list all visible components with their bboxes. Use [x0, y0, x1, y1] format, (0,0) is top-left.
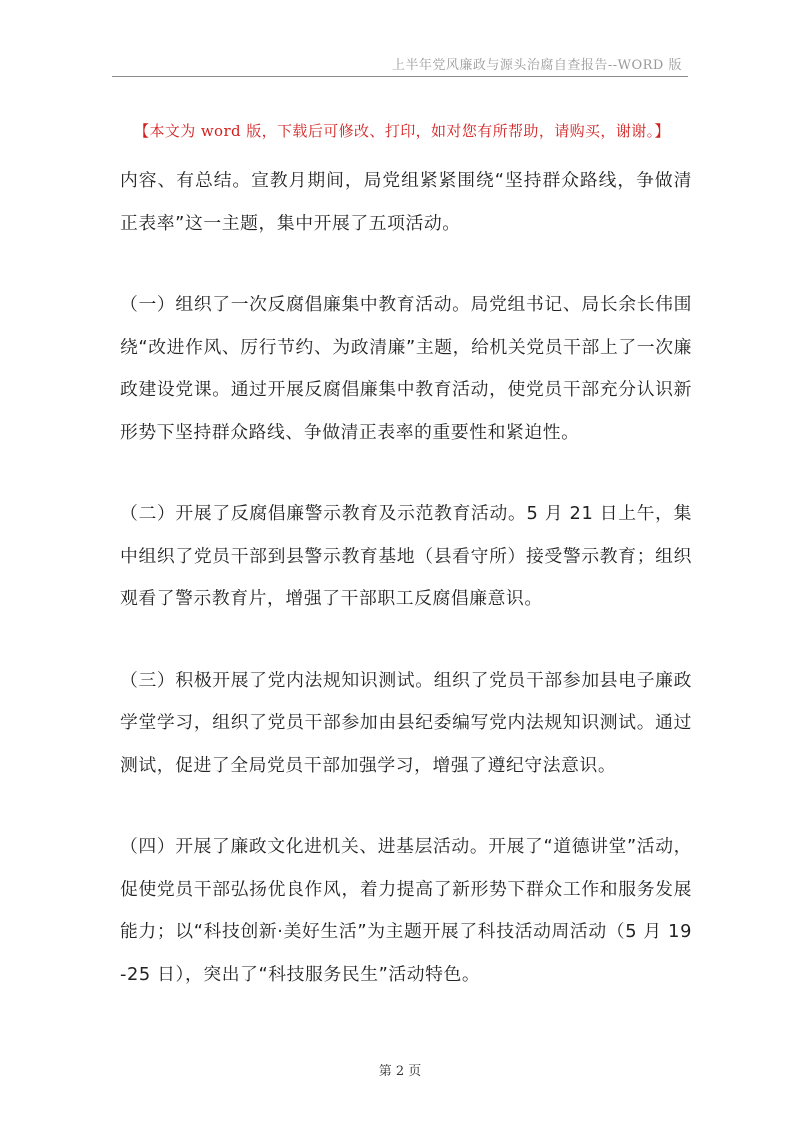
- document-body: [120, 160, 692, 1035]
- body-paragraph: （一）组织了一次反腐倡廉集中教育活动。局党组书记、局长余长伟围绕“改进作风、厉行节约、为政清廉”主题，给机关党员干部上了一次廉政建设党课。通过开展反腐倡廉集中教育活动，使党员干部充分认识新形势下坚持群众路线、争做清正表率的重要性和紧迫性。: [120, 294, 692, 443]
- body-paragraph: （三）积极开展了党内法规知识测试。组织了党员干部参加县电子廉政学堂学习，组织了党员干部参加由县纪委编写党内法规知识测试。通过测试，促进了全局党员干部加强学习，增强了遵纪守法意识。: [120, 669, 692, 776]
- running-header-title: 上半年党风廉政与源头治腐自查报告--WORD 版: [391, 58, 682, 73]
- download-notice: 【本文为 word 版，下载后可修改、打印，如对您有所帮助，请购买，谢谢。】: [134, 122, 670, 140]
- page-number: 第 2 页: [378, 1064, 422, 1079]
- body-paragraph: （四）开展了廉政文化进机关、进基层活动。开展了“道德讲堂”活动，促使党员干部弘扬优良作风，着力提高了新形势下群众工作和服务发展能力；以“科技创新·美好生活”为主题开展了科技活动周活动（5 月 19-25 日），突出了“科技服务民生”活动特色。: [120, 836, 692, 985]
- header-divider: [112, 76, 688, 77]
- body-paragraph: 内容、有总结。宣教月期间，局党组紧紧围绕“坚持群众路线，争做清正表率”这一主题，集中开展了五项活动。: [120, 170, 692, 234]
- body-paragraph: （二）开展了反腐倡廉警示教育及示范教育活动。5 月 21 日上午，集中组织了党员干部到县警示教育基地（县看守所）接受警示教育；组织观看了警示教育片，增强了干部职工反腐倡廉意识。: [120, 503, 692, 609]
